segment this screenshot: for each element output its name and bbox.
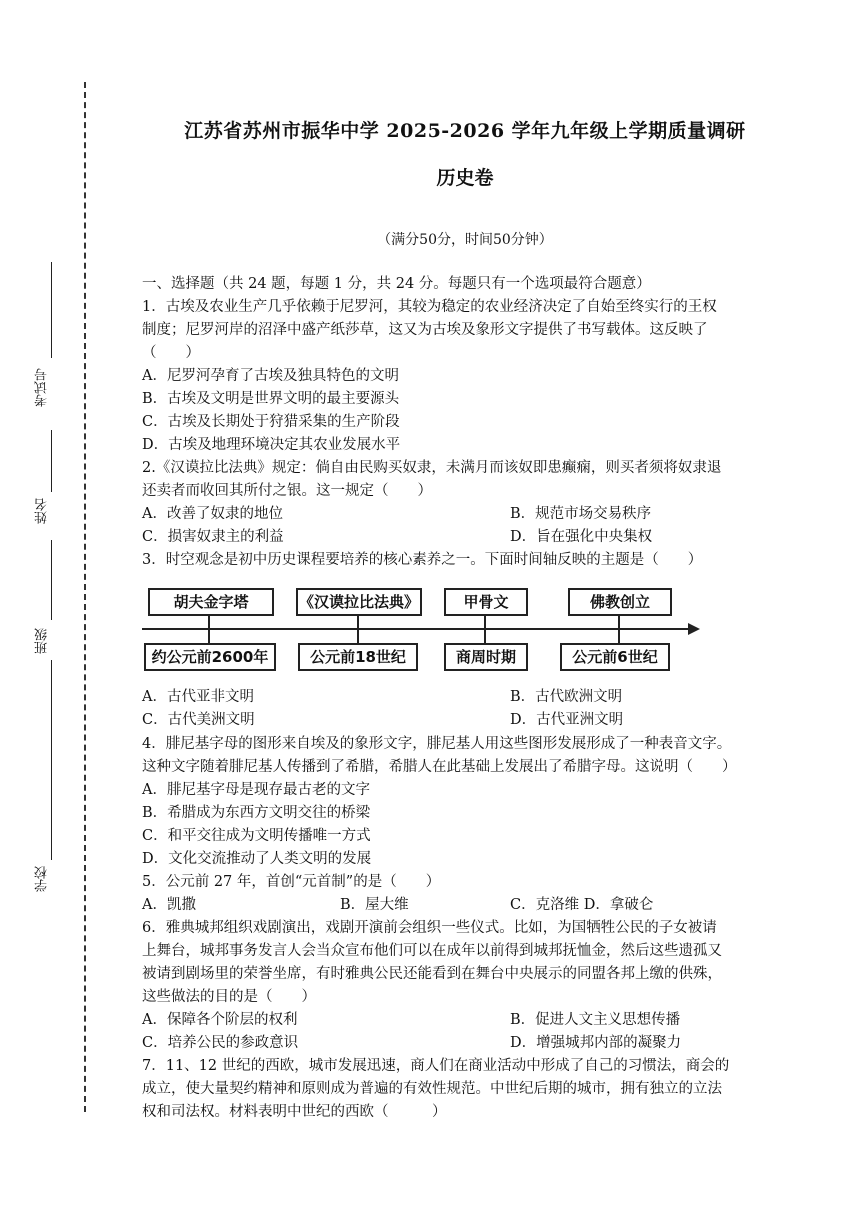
- name-label: 姓名: [35, 498, 50, 524]
- option-b: B．促进人文主义思想传播: [510, 1012, 681, 1028]
- option-c-d: C．克洛维 D．拿破仑: [510, 897, 654, 913]
- question-text-line: 6．雅典城邦组织戏剧演出，戏剧开演前会组织一些仪式。比如，为国牺牲公民的子女被请: [142, 920, 717, 936]
- option-b: B．古埃及文明是世界文明的最主要源头: [142, 391, 400, 407]
- option-c: C．培养公民的参政意识: [142, 1035, 299, 1051]
- question-text-line: 上舞台，城邦事务发言人会当众宣布他们可以在成年以前得到城邦抚恤金，然后这些遗孤又: [142, 943, 722, 959]
- question-text-line: 被请到剧场里的荣誉坐席，有时雅典公民还能看到在舞台中央展示的同盟各邦上缴的供殊，: [142, 966, 722, 982]
- timeline-event: 甲骨文: [444, 588, 528, 616]
- exam-number-underline: [51, 262, 52, 358]
- option-b: B．屋大维: [340, 897, 409, 913]
- question-text-line: 这种文字随着腓尼基人传播到了希腊，希腊人在此基础上发展出了希腊字母。这说明（ ）: [142, 759, 737, 775]
- option-a: A．保障各个阶层的权利: [142, 1012, 298, 1028]
- option-a: A．改善了奴隶的地位: [142, 506, 283, 522]
- exam-title: 江苏省苏州市振华中学 2025-2026 学年九年级上学期质量调研: [184, 120, 746, 142]
- question-text-line: 3．时空观念是初中历史课程要培养的核心素养之一。下面时间轴反映的主题是（ ）: [142, 552, 703, 568]
- name-underline: [51, 430, 52, 492]
- exam-number-label: 考试号: [35, 368, 50, 407]
- binding-dashed-line: [84, 82, 86, 1112]
- timeline-date: 商周时期: [444, 643, 528, 671]
- option-c: C．古代美洲文明: [142, 712, 255, 728]
- class-label: 班级: [35, 628, 50, 654]
- question-text-line: 7．11、12 世纪的西欧，城市发展迅速，商人们在商业活动中形成了自己的习惯法，商会的: [142, 1058, 730, 1074]
- option-b: B．古代欧洲文明: [510, 689, 623, 705]
- question-text-line: 4．腓尼基字母的图形来自埃及的象形文字，腓尼基人用这些图形发展形成了一种表音文字。: [142, 736, 732, 752]
- question-text-line: 2.《汉谟拉比法典》规定：倘自由民购买奴隶，未满月而该奴即患癫痫，则买者须将奴隶退: [142, 460, 722, 476]
- option-c: C．和平交往成为文明传播唯一方式: [142, 828, 371, 844]
- school-label: 学校: [35, 866, 50, 892]
- timeline-date: 公元前18世纪: [298, 643, 418, 671]
- option-b: B．规范市场交易秩序: [510, 506, 652, 522]
- timeline-connector: [357, 614, 359, 644]
- timeline-connector: [208, 614, 210, 644]
- option-a: A．凯撒: [142, 897, 196, 913]
- timeline-date: 约公元前2600年: [144, 643, 276, 671]
- option-b: B．希腊成为东西方文明交往的桥梁: [142, 805, 371, 821]
- section-heading: 一、选择题（共 24 题，每题 1 分，共 24 分。每题只有一个选项最符合题意）: [142, 276, 651, 292]
- option-d: D．旨在强化中央集权: [510, 529, 653, 545]
- timeline-connector: [484, 614, 486, 644]
- option-d: D．文化交流推动了人类文明的发展: [142, 851, 372, 867]
- question-text-line: （ ）: [142, 345, 200, 361]
- option-a: A．腓尼基字母是现存最古老的文字: [142, 782, 370, 798]
- question-text-line: 这些做法的目的是（ ）: [142, 989, 316, 1005]
- timeline-event: 胡夫金字塔: [148, 588, 274, 616]
- question-text-line: 成立，使大量契约精神和原则成为普遍的有效性规范。中世纪后期的城市，拥有独立的立法: [142, 1081, 722, 1097]
- question-text-line: 权和司法权。材料表明中世纪的西欧（ ）: [142, 1104, 447, 1120]
- option-d: D．古埃及地理环境决定其农业发展水平: [142, 437, 401, 453]
- option-d: D．古代亚洲文明: [510, 712, 624, 728]
- timeline-event: 佛教创立: [568, 588, 672, 616]
- question-text-line: 制度；尼罗河岸的沼泽中盛产纸莎草，这又为古埃及象形文字提供了书写载体。这反映了: [142, 322, 708, 338]
- class-underline: [51, 540, 52, 620]
- exam-meta: （满分50分，时间50分钟）: [377, 232, 553, 248]
- question-text-line: 5．公元前 27 年，首创“元首制”的是（ ）: [142, 874, 441, 890]
- option-a: A．古代亚非文明: [142, 689, 254, 705]
- timeline-axis: [142, 628, 690, 630]
- school-underline: [51, 660, 52, 860]
- question-text-line: 还卖者而收回其所付之银。这一规定（ ）: [142, 483, 432, 499]
- option-a: A．尼罗河孕育了古埃及独具特色的文明: [142, 368, 399, 384]
- option-c: C．古埃及长期处于狩猎采集的生产阶段: [142, 414, 400, 430]
- option-c: C．损害奴隶主的利益: [142, 529, 284, 545]
- timeline-date: 公元前6世纪: [560, 643, 670, 671]
- exam-subtitle: 历史卷: [436, 167, 494, 189]
- option-d: D．增强城邦内部的凝聚力: [510, 1035, 682, 1051]
- timeline-event: 《汉谟拉比法典》: [296, 588, 422, 616]
- timeline-arrow-icon: [688, 623, 700, 635]
- timeline-connector: [618, 614, 620, 644]
- question-text-line: 1．古埃及农业生产几乎依赖于尼罗河，其较为稳定的农业经济决定了自始至终实行的王权: [142, 299, 717, 315]
